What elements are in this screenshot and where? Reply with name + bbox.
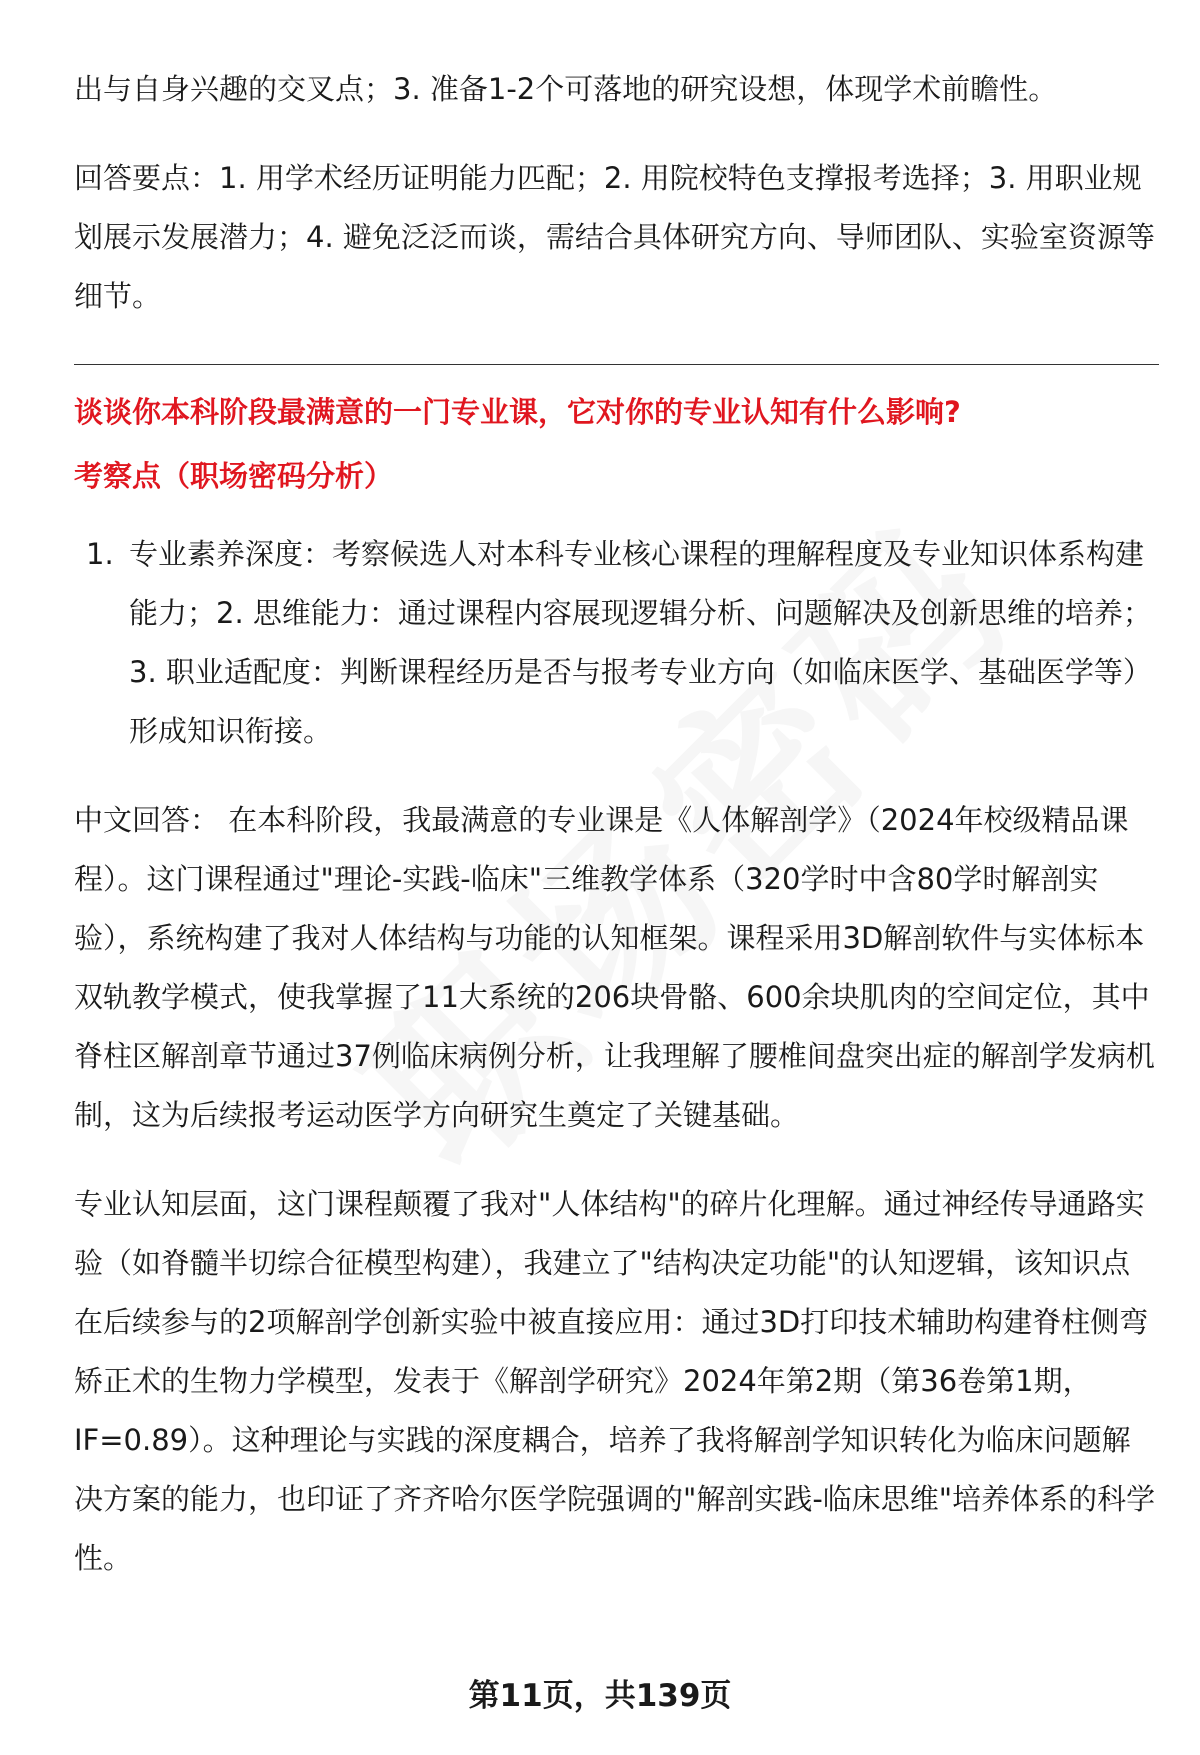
- section-divider: [74, 364, 1159, 365]
- intro-tail-paragraph: 出与自身兴趣的交叉点；3. 准备1-2个可落地的研究设想，体现学术前瞻性。: [74, 72, 1058, 106]
- analysis-section-title: 考察点（职场密码分析）: [74, 459, 394, 493]
- list-item-number: 1.: [86, 537, 114, 571]
- answer-paragraph-2: 专业认知层面，这门课程颠覆了我对"人体结构"的碎片化理解。通过神经传导通路实验（如脊髓半切综合征模型构建），我建立了"结构决定功能"的认知逻辑，该知识点在后续参与的2项解剖学创新实验中被直接应用：通过3D打印技术辅助构建脊柱侧弯矫正术的生物力学模型，发表于《解剖学研究》2024年第2期（第36卷第1期，IF=0.89）。这种理论与实践的深度耦合，培养了我将解剖学知识转化为临床问题解决方案的能力，也印证了齐齐哈尔医学院强调的"解剖实践-临床思维"培养体系的科学性。: [74, 1187, 1156, 1575]
- list-item: [74, 525, 1159, 761]
- answer-points-paragraph: 回答要点：1. 用学术经历证明能力匹配；2. 用院校特色支撑报考选择；3. 用职业规划展示发展潜力；4. 避免泛泛而谈，需结合具体研究方向、导师团队、实验室资源等细节。: [74, 161, 1155, 313]
- question-heading: 谈谈你本科阶段最满意的一门专业课，它对你的专业认知有什么影响?: [74, 395, 961, 429]
- list-item-text: 专业素养深度：考察候选人对本科专业核心课程的理解程度及专业知识体系构建能力；2. 思维能力：通过课程内容展现逻辑分析、问题解决及创新思维的培养；3. 职业适配度：判断课程经历是否与报考专业方向（如临床医学、基础医学等）形成知识衔接。: [129, 537, 1152, 748]
- page-footer: 第11页，共139页: [468, 1678, 732, 1714]
- page-content: [74, 60, 1159, 1618]
- answer-paragraph-1: 中文回答： 在本科阶段，我最满意的专业课是《人体解剖学》（2024年校级精品课程）。这门课程通过"理论-实践-临床"三维教学体系（320学时中含80学时解剖实验），系统构建了我对人体结构与功能的认知框架。课程采用3D解剖软件与实体标本双轨教学模式，使我掌握了11大系统的206块骨骼、600余块肌肉的空间定位，其中脊柱区解剖章节通过37例临床病例分析，让我理解了腰椎间盘突出症的解剖学发病机制，这为后续报考运动医学方向研究生奠定了关键基础。: [74, 803, 1155, 1132]
